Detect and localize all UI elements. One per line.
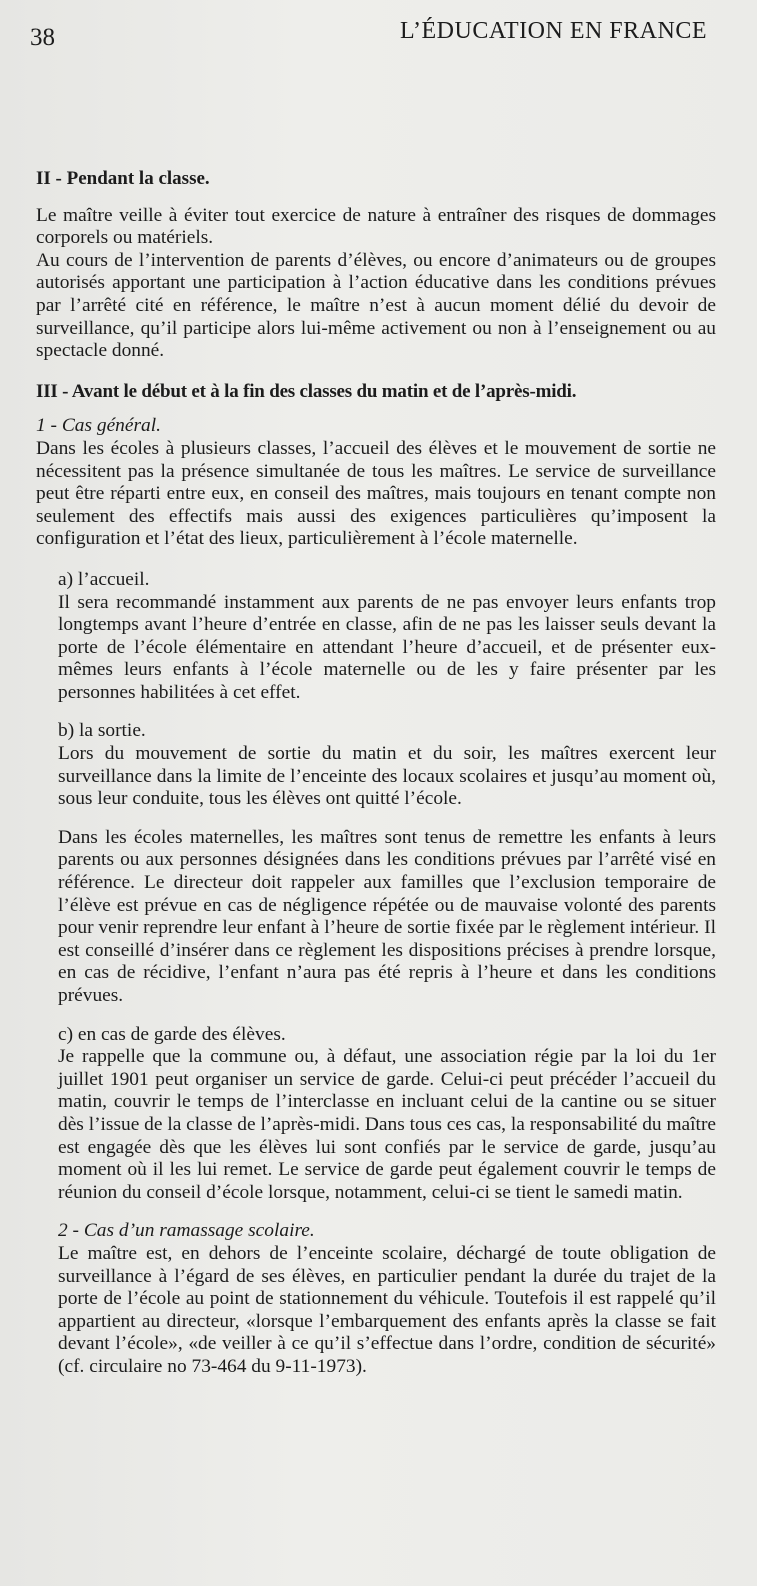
sortie-label: b) la sortie. — [58, 720, 146, 742]
page-header — [30, 14, 707, 54]
ramassage-block — [58, 1220, 716, 1378]
accueil-text: Il sera recommandé instamment aux parents de ne pas envoyer leurs enfants trop longtemps avant l’heure d’entrée en classe, afin de ne pas les laisser seuls devant la porte de l’école élémentaire en attendant l’heure d’accueil, et de présenter eux-mêmes leurs enfants à l’école maternelle ou de les y faire présenter par les personnes habilitées à cet effet. — [58, 591, 716, 703]
section-ii-paragraph-1: Le maître veille à éviter tout exercice de nature à entraîner des risques de dommages corporels ou matériels. — [36, 204, 716, 249]
cas-general-block — [36, 415, 716, 551]
cas-general-label: 1 - Cas général. — [36, 415, 161, 437]
body-text — [36, 168, 716, 1395]
section-ii-heading: II - Pendant la classe. — [36, 168, 210, 189]
section-iii-heading: III - Avant le début et à la fin des classes du matin et de l’après-midi. — [36, 380, 577, 402]
cas-general-text: Dans les écoles à plusieurs classes, l’accueil des élèves et le mouvement de sortie ne nécessitent pas la présence simultanée de tous les maîtres. Le service de surveillance peut être réparti entre eux, en conseil des maîtres, mais toujours en tenant compte non seulement des effectifs mais aussi des exigences particulières qu’imposent la configuration et l’état des lieux, particulièrement à l’école maternelle. — [36, 437, 716, 550]
accueil-block — [58, 569, 716, 705]
garde-text: Je rappelle que la commune ou, à défaut, une association régie par la loi du 1er juillet 1901 peut organiser un service de garde. Celui-ci peut précéder l’accueil du matin, couvrir le temps de l’interclasse en incluant celui de la cantine ou se situer dès l’issue de la classe de l’après-midi. Dans tous ces cas, la responsabilité du maître est engagée dès que les élèves lui sont confiés par le service de garde, jusqu’au moment où il les lui remet. Le service de garde peut également couvrir le temps de réunion du conseil d’école lorsque, notamment, celui-ci se tient le samedi matin. — [58, 1046, 717, 1203]
sortie-text: Lors du mouvement de sortie du matin et du soir, les maîtres exercent leur surveillance dans la limite de l’enceinte des locaux scolaires et jusqu’au moment où, sous leur conduite, tous les élèves ont quitté l’école. — [58, 743, 716, 810]
sortie-block — [58, 720, 716, 810]
maternelles-text: Dans les écoles maternelles, les maîtres sont tenus de remettre les enfants à leurs parents ou aux personnes désignées dans les conditions prévues par l’arrêté visé en référence. Le directeur doit rappeler aux familles que l’exclusion temporaire de l’élève est prévue en cas de négligence répétée ou de mauvaise volonté des parents pour venir reprendre leur enfant à l’heure de sortie fixée par le règlement intérieur. Il est conseillé d’insérer dans ce règlement les dispositions précises à prendre lorsque, en cas de récidive, l’enfant n’aura pas été repris à l’heure et dans les conditions prévues. — [58, 826, 716, 1006]
ramassage-label: 2 - Cas d’un ramassage scolaire. — [58, 1220, 315, 1242]
running-title: L’ÉDUCATION EN FRANCE — [400, 18, 707, 44]
ramassage-text: Le maître est, en dehors de l’enceinte scolaire, déchargé de toute obligation de surveillance à l’égard de ses élèves, en particulier pendant la durée du trajet de la porte de l’école au point de stationnement du véhicule. Toutefois il est rappelé qu’il appartient au directeur, «lorsque l’embarquement des enfants après la classe se fait devant l’école», «de veiller à ce qu’il s’effectue dans l’ordre, condition de sécurité» (cf. circulaire no 73-464 du 9-11-1973). — [58, 1242, 716, 1377]
maternelles-block — [58, 827, 716, 1008]
garde-block — [58, 1024, 716, 1205]
section-ii-paragraph-2: Au cours de l’intervention de parents d’élèves, ou encore d’animateurs ou de groupes autorisés apportant une participation à l’action éducative dans les conditions prévues par l’arrêté cité en référence, le maître n’est à aucun moment délié du devoir de surveillance, qu’il participe alors lui-même activement ou non à l’enseignement ou au spectacle donné. — [36, 249, 716, 362]
garde-label: c) en cas de garde des élèves. — [58, 1023, 286, 1045]
page-number: 38 — [30, 24, 55, 51]
accueil-label: a) l’accueil. — [58, 568, 150, 590]
